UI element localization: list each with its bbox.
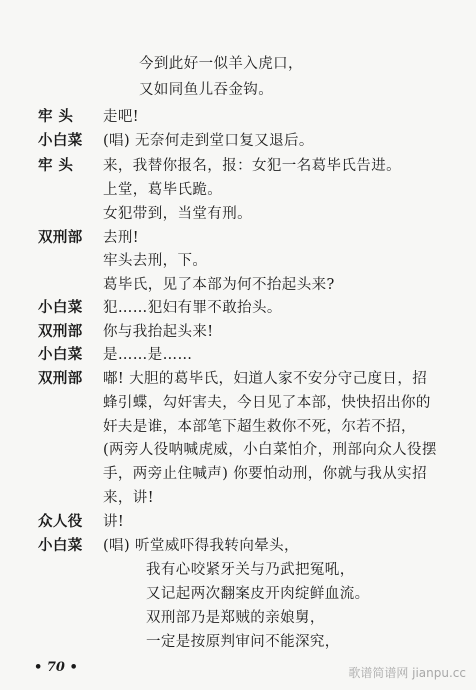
speaker-label: 小白菜	[38, 299, 83, 316]
speaker-label: 双刑部	[38, 370, 83, 387]
watermark-text: 歌谱简谱网 jianpu.cc	[348, 666, 466, 680]
stage-direction: 牢头去刑，下。	[103, 253, 208, 269]
speaker-label: 牢 头	[38, 157, 74, 174]
dialogue-line: 葛毕氏，见了本部为何不抬起头来?	[103, 277, 335, 293]
verse-line: 又如同鱼儿吞金钩。	[139, 82, 274, 98]
dialogue-line: (唱) 无奈何走到堂口复又退后。	[103, 133, 314, 149]
dialogue-line: 女犯带到，当堂有刑。	[103, 206, 252, 222]
speaker-label: 众人役	[38, 513, 83, 530]
dialogue-line: 嘟! 大胆的葛毕氏，妇道人家不安分守己度日，招	[103, 371, 428, 387]
dialogue-line: 犯……犯妇有罪不敢抬头。	[103, 300, 282, 316]
verse-line: 一定是按原判审问不能深究，	[146, 634, 340, 650]
page-number: • 70 •	[34, 660, 78, 675]
speaker-label: 双刑部	[38, 229, 83, 246]
dialogue-line: 上堂，葛毕氏跪。	[103, 182, 223, 198]
dialogue-line: 蜂引蝶，勾奸害夫，今日见了本部，快快招出你的	[103, 395, 431, 411]
dialogue-line: 手，两旁止住喊声) 你要怕动刑，你就与我从实招	[103, 466, 427, 482]
speaker-label: 小白菜	[38, 346, 83, 363]
verse-line: 双刑部乃是郑贼的亲娘舅，	[146, 610, 325, 626]
dialogue-line: 奸夫是谁，本部笔下超生救你不死，尔若不招，	[103, 419, 416, 435]
stage-direction: (两旁人役呐喊虎威，小白菜怕介，刑部向众人役摆	[103, 442, 437, 458]
dialogue-line: 去刑!	[103, 230, 140, 246]
dialogue-line: 讲!	[103, 514, 125, 530]
dialogue-line: 你与我抬起头来!	[103, 324, 214, 340]
verse-line: (唱) 听堂威吓得我转向晕头，	[103, 538, 299, 554]
speaker-label: 牢 头	[38, 108, 74, 125]
dialogue-line: 走吧!	[103, 109, 140, 125]
dialogue-line: 是……是……	[103, 347, 193, 363]
verse-line: 又记起两次翻案皮开肉绽鲜血流。	[146, 586, 370, 602]
speaker-label: 小白菜	[38, 537, 83, 554]
verse-line: 我有心咬紧牙关与乃武把冤吼，	[146, 562, 355, 578]
speaker-label: 小白菜	[38, 132, 83, 149]
speaker-label: 双刑部	[38, 323, 83, 340]
dialogue-line: 来，讲!	[103, 490, 154, 506]
verse-line: 今到此好一似羊入虎口，	[139, 56, 303, 72]
dialogue-line: 来，我替你报名，报：女犯一名葛毕氏告进。	[103, 158, 401, 174]
